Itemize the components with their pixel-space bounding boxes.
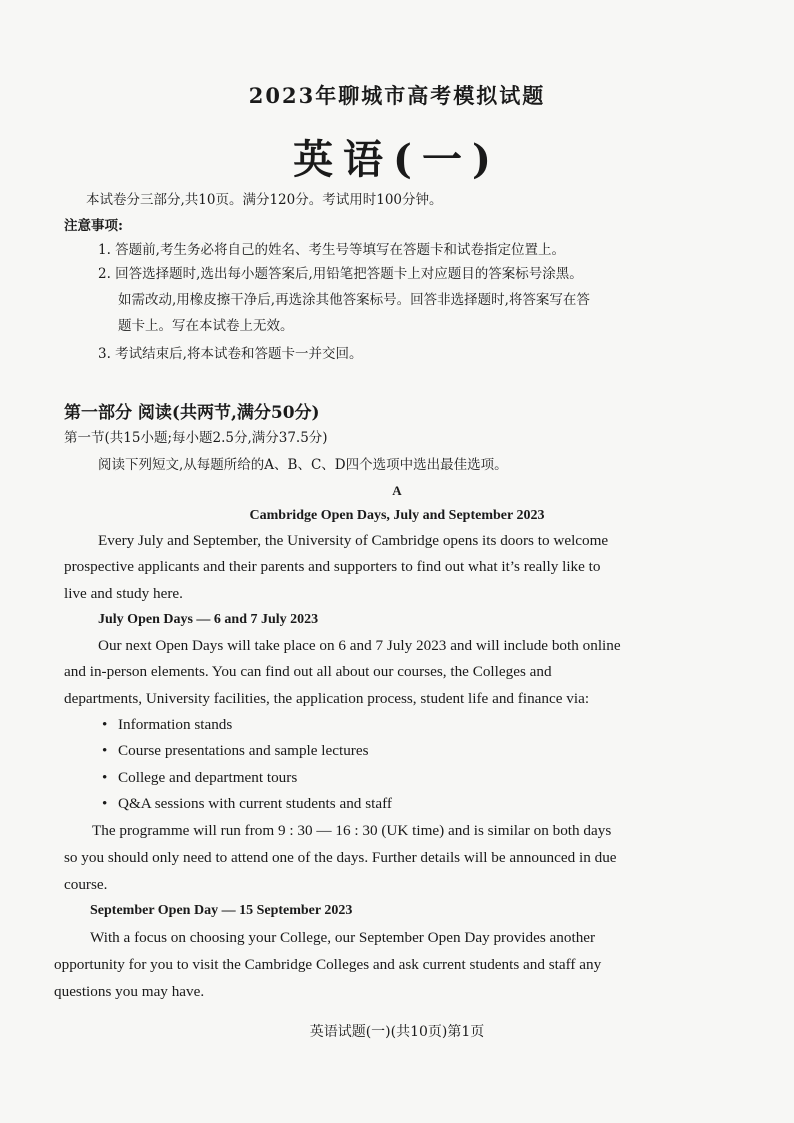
note-3: 3. 考试结束后,将本试卷和答题卡一并交回。 (98, 346, 363, 362)
july-heading: July Open Days — 6 and 7 July 2023 (98, 612, 319, 627)
note-2-cont2: 题卡上。写在本试卷上无效。 (118, 318, 294, 334)
paragraph-2-line-3: departments, University facilities, the application process, student life and finance via: (64, 690, 590, 707)
exam-title: 2023年聊城市高考模拟试题 (248, 83, 546, 108)
paragraph-2-line-1: Our next Open Days will take place on 6 and 7 July 2023 and will include both online (98, 637, 621, 654)
bullet-item: • Information stands (118, 716, 232, 734)
bullet-item: • Course presentations and sample lectures (118, 742, 369, 760)
paragraph-4-line-3: questions you may have. (54, 983, 205, 1000)
reading-direction: 阅读下列短文,从每题所给的A、B、C、D四个选项中选出最佳选项。 (98, 457, 508, 473)
paper-intro: 本试卷分三部分,共10页。满分120分。考试用时100分钟。 (86, 192, 443, 208)
part-one-heading: 第一部分 阅读(共两节,满分50分) (64, 403, 320, 423)
paragraph-2-line-2: and in-person elements. You can find out all about our courses, the Colleges and (64, 663, 552, 680)
note-2: 2. 回答选择题时,选出每小题答案后,用铅笔把答题卡上对应题目的答案标号涂黑。 (98, 266, 583, 282)
paragraph-1-line-2: prospective applicants and their parents and supporters to find out what it’s really like to (64, 558, 601, 575)
bullet-item: • College and department tours (118, 769, 297, 787)
paragraph-3-line-2: so you should only need to attend one of the days. Further details will be announced in due (64, 849, 617, 866)
paragraph-3-line-1: The programme will run from 9 : 30 — 16 : 30 (UK time) and is similar on both days (92, 822, 612, 839)
passage-title: Cambridge Open Days, July and September 2023 (249, 508, 545, 523)
bullet-item: • Q&A sessions with current students and staff (118, 795, 392, 813)
september-heading: September Open Day — 15 September 2023 (90, 903, 353, 918)
paragraph-1-line-1: Every July and September, the University of Cambridge opens its doors to welcome (98, 532, 609, 549)
page-footer: 英语试题(一)(共10页)第1页 (309, 1024, 485, 1040)
paragraph-1-line-3: live and study here. (64, 585, 183, 602)
note-1: 1. 答题前,考生务必将自己的姓名、考生号等填写在答题卡和试卷指定位置上。 (98, 242, 565, 258)
note-2-cont: 如需改动,用橡皮擦干净后,再选涂其他答案标号。回答非选择题时,将答案写在答 (118, 292, 590, 308)
paragraph-4-line-2: opportunity for you to visit the Cambridge Colleges and ask current students and staff any (54, 956, 602, 973)
passage-letter: A (392, 483, 402, 498)
paragraph-3-line-3: course. (64, 876, 108, 893)
notes-title: 注意事项: (64, 218, 123, 234)
paragraph-4-line-1: With a focus on choosing your College, our September Open Day provides another (90, 929, 596, 946)
subject-title: 英语(一) (293, 136, 501, 183)
section-one-heading: 第一节(共15小题;每小题2.5分,满分37.5分) (64, 430, 328, 446)
